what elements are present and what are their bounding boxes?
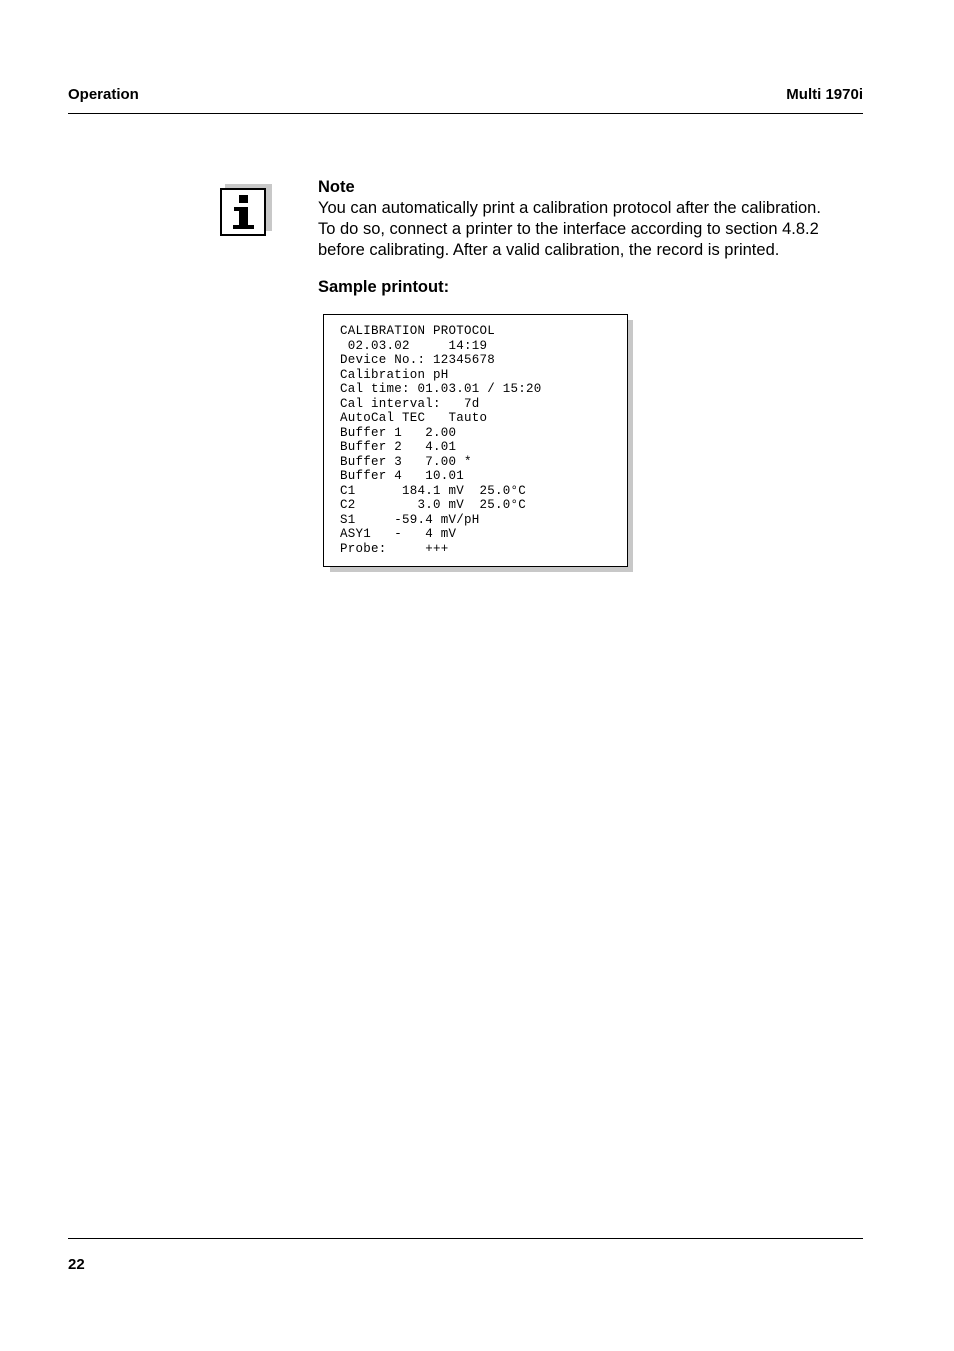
printout-line: AutoCal TEC Tauto [340,411,488,425]
info-icon-frame [220,188,266,236]
footer-divider [68,1238,863,1239]
note-block [318,177,878,261]
printout-line: 02.03.02 14:19 [340,338,488,353]
note-text-line: before calibrating. After a valid calibration, the record is printed. [318,241,780,259]
printout-line: ASY1 - 4 mV [340,527,457,541]
printout-line: Buffer 1 2.00 [340,425,457,440]
note-text-line: You can automatically print a calibration protocol after the calibration. [318,199,821,217]
sample-printout-heading: Sample printout: [318,278,450,296]
printout-line: Calibration pH [340,367,449,382]
header-product-name: Multi 1970i [786,86,863,103]
printout-line: CALIBRATION PROTOCOL [340,324,496,338]
printout-line: Buffer 2 4.01 [340,440,457,454]
printout-line: Device No.: 12345678 [340,353,496,367]
printout-lines [340,324,542,556]
printout-line: C2 3.0 mV 25.0°C [340,498,527,512]
printout-line: Probe: +++ [340,541,449,556]
header-divider [68,113,863,114]
printout-line: S1 -59.4 mV/pH [340,512,480,527]
page-number: 22 [68,1256,85,1273]
note-title: Note [318,178,355,196]
printout-line: C1 184.1 mV 25.0°C [340,483,527,498]
info-icon [220,186,272,236]
printout-line: Cal time: 01.03.01 / 15:20 [340,382,542,396]
printout-line: Cal interval: 7d [340,396,480,411]
printout-line: Buffer 4 10.01 [340,469,465,483]
info-glyph [222,190,264,234]
header-section-title: Operation [68,86,139,103]
note-text-line: To do so, connect a printer to the interface according to section 4.8.2 [318,220,819,238]
printout-line: Buffer 3 7.00 * [340,454,472,469]
sample-printout-box [323,314,628,567]
